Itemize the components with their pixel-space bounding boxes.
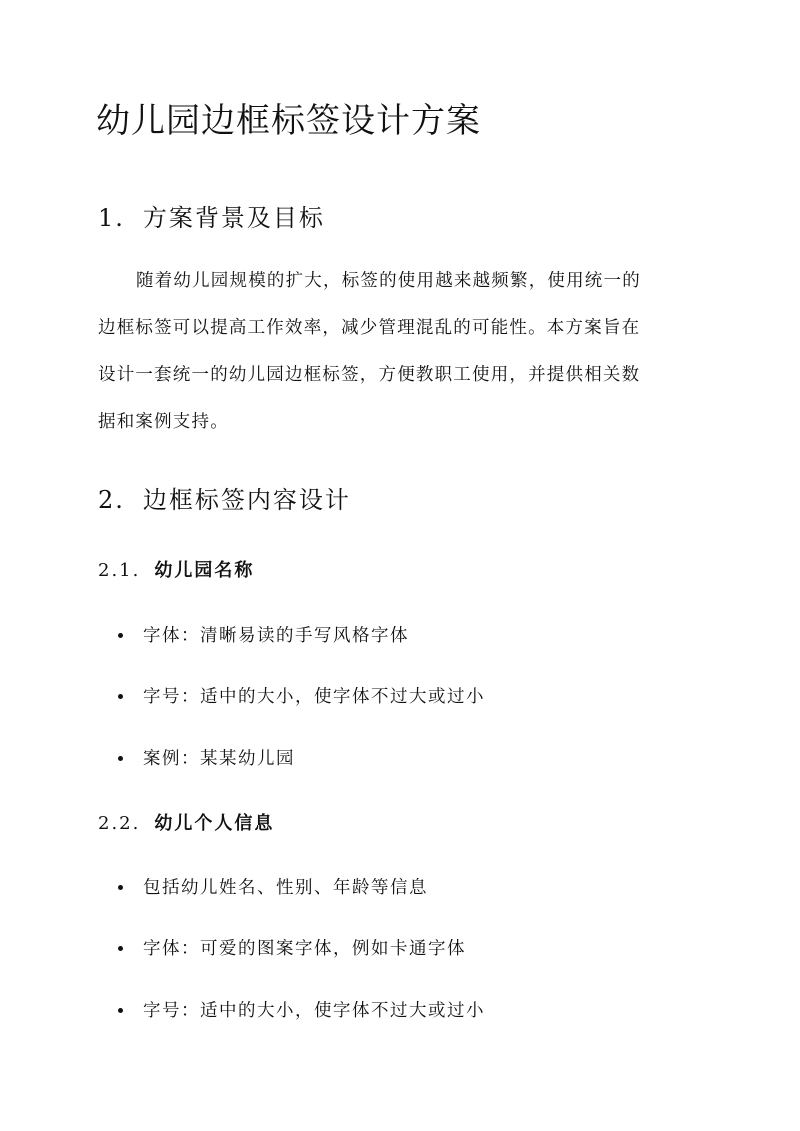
section-1-paragraph bbox=[98, 258, 704, 446]
section-heading-2 bbox=[98, 480, 351, 515]
section-number: 1. bbox=[98, 204, 125, 232]
bullet-icon bbox=[118, 694, 123, 699]
section-title: 方案背景及目标 bbox=[142, 204, 325, 232]
subsection-heading-2-2 bbox=[98, 809, 274, 835]
bullet-icon bbox=[118, 946, 123, 951]
bullet-icon bbox=[118, 1008, 123, 1013]
subsection-number: 2.2. bbox=[98, 813, 141, 834]
paragraph-line: 随着幼儿园规模的扩大，标签的使用越来越频繁，使用统一的 bbox=[136, 271, 641, 291]
section-number: 2. bbox=[98, 486, 125, 514]
subsection-title: 幼儿园名称 bbox=[154, 560, 255, 581]
list-item bbox=[118, 997, 485, 1022]
list-item bbox=[118, 935, 466, 960]
section-title: 边框标签内容设计 bbox=[142, 486, 351, 514]
list-item bbox=[118, 745, 295, 770]
list-item bbox=[118, 622, 409, 647]
paragraph-line: 据和案例支持。 bbox=[98, 412, 229, 432]
list-item bbox=[118, 874, 428, 899]
list-item-text: 包括幼儿姓名、性别、年龄等信息 bbox=[143, 878, 428, 898]
subsection-title: 幼儿个人信息 bbox=[154, 813, 275, 834]
list-item-text: 字号：适中的大小，使字体不过大或过小 bbox=[143, 1001, 485, 1021]
subsection-heading-2-1 bbox=[98, 556, 254, 582]
list-item bbox=[118, 683, 485, 708]
list-item-text: 案例：某某幼儿园 bbox=[143, 749, 295, 769]
list-item-text: 字号：适中的大小，使字体不过大或过小 bbox=[143, 687, 485, 707]
subsection-number: 2.1. bbox=[98, 560, 141, 581]
bullet-icon bbox=[118, 756, 123, 761]
section-heading-1 bbox=[98, 198, 325, 233]
list-item-text: 字体：可爱的图案字体，例如卡通字体 bbox=[143, 939, 466, 959]
list-item-text: 字体：清晰易读的手写风格字体 bbox=[143, 626, 409, 646]
document-title: 幼儿园边框标签设计方案 bbox=[96, 101, 481, 141]
paragraph-line: 边框标签可以提高工作效率，减少管理混乱的可能性。本方案旨在 bbox=[98, 318, 641, 338]
bullet-icon bbox=[118, 885, 123, 890]
bullet-icon bbox=[118, 633, 123, 638]
paragraph-line: 设计一套统一的幼儿园边框标签，方便教职工使用，并提供相关数 bbox=[98, 365, 641, 385]
